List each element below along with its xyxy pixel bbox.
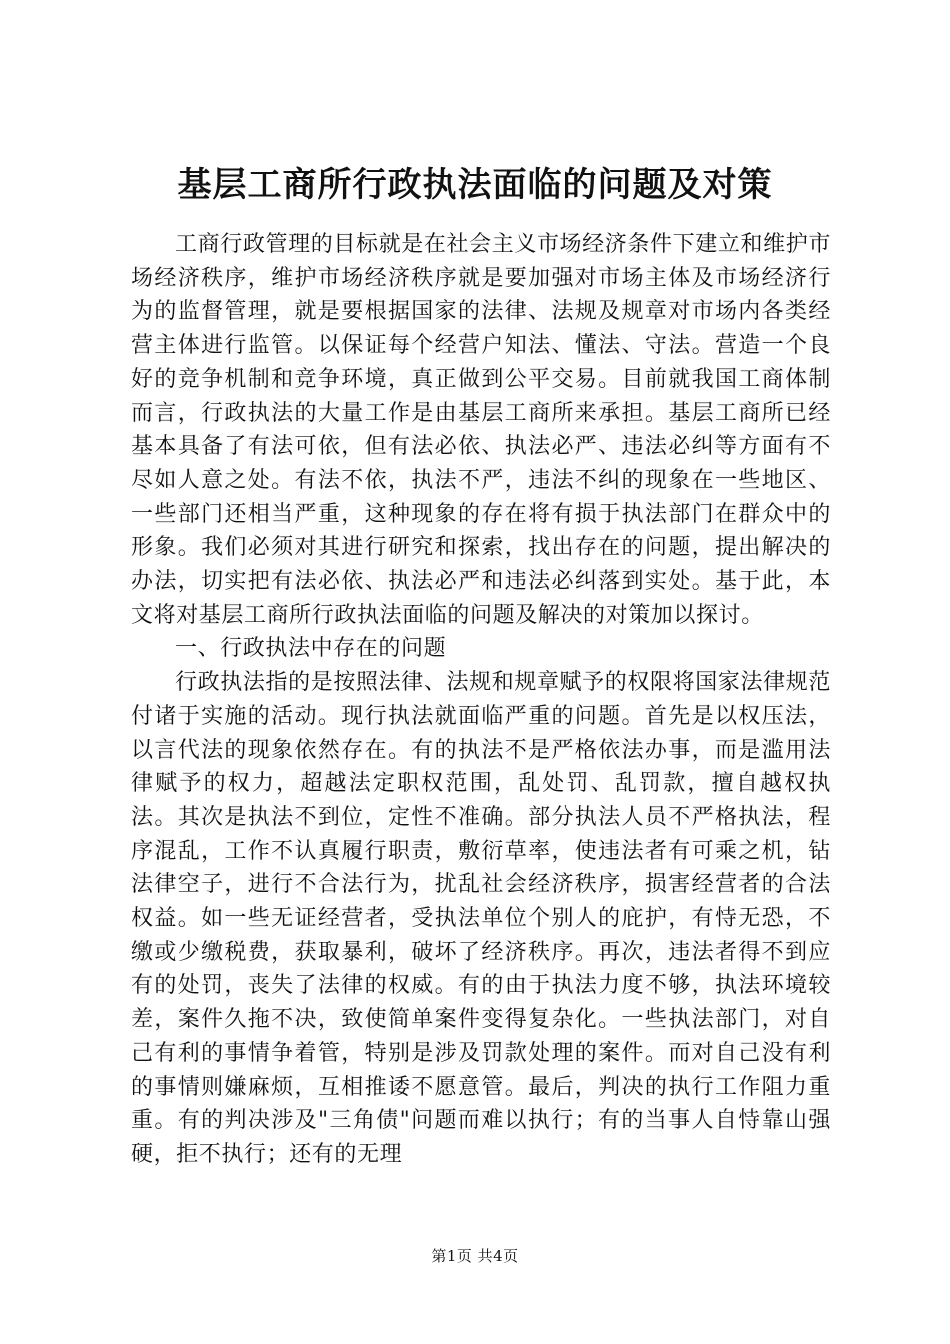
document-body — [131, 228, 831, 1172]
section-heading: 一、行政执法中存在的问题 — [175, 636, 447, 662]
page-number-footer: 第1页 共4页 — [431, 1247, 519, 1265]
paragraph-intro: 工商行政管理的目标就是在社会主义市场经济条件下建立和维护市场经济秩序，维护市场经济秩序就是要加强对市场主体及市场经济行为的监督管理，就是要根据国家的法律、法规及规章对市场内各类经营主体进行监管。以保证每个经营户知法、懂法、守法。营造一个良好的竞争机制和竞争环境，真正做到公平交易。目前就我国工商体制而言，行政执法的大量工作是由基层工商所来承担。基层工商所已经基本具备了有法可依，但有法必依、执法必严、违法必纠等方面有不尽如人意之处。有法不依，执法不严，违法不纠的现象在一些地区、一些部门还相当严重，这种现象的存在将有损于执法部门在群众中的形象。我们必须对其进行研究和探索，找出存在的问题，提出解决的办法，切实把有法必依、执法必严和违法必纠落到实处。基于此，本文将对基层工商所行政执法面临的问题及解决的对策加以探讨。 — [131, 232, 831, 628]
paragraph-problems: 行政执法指的是按照法律、法规和规章赋予的权限将国家法律规范付诸于实施的活动。现行执法就面临严重的问题。首先是以权压法，以言代法的现象依然存在。有的执法不是严格依法办事，而是滥用法律赋予的权力，超越法定职权范围，乱处罚、乱罚款，擅自越权执法。其次是执法不到位，定性不准确。部分执法人员不严格执法，程序混乱，工作不认真履行职责，敷衍草率，使违法者有可乘之机，钻法律空子，进行不合法行为，扰乱社会经济秩序，损害经营者的合法权益。如一些无证经营者，受执法单位个别人的庇护，有恃无恐，不缴或少缴税费，获取暴利，破坏了经济秩序。再次，违法者得不到应有的处罚，丧失了法律的权威。有的由于执法力度不够，执法环境较差，案件久拖不决，致使简单案件变得复杂化。一些执法部门，对自己有利的事情争着管，特别是涉及罚款处理的案件。而对自己没有利的事情则嫌麻烦，互相推诿不愿意管。最后，判决的执行工作阻力重重。有的判决涉及"三角债"问题而难以执行；有的当事人自恃靠山强硬，拒不执行；还有的无理 — [131, 670, 831, 1167]
document-title: 基层工商所行政执法面临的问题及对策 — [177, 165, 773, 205]
